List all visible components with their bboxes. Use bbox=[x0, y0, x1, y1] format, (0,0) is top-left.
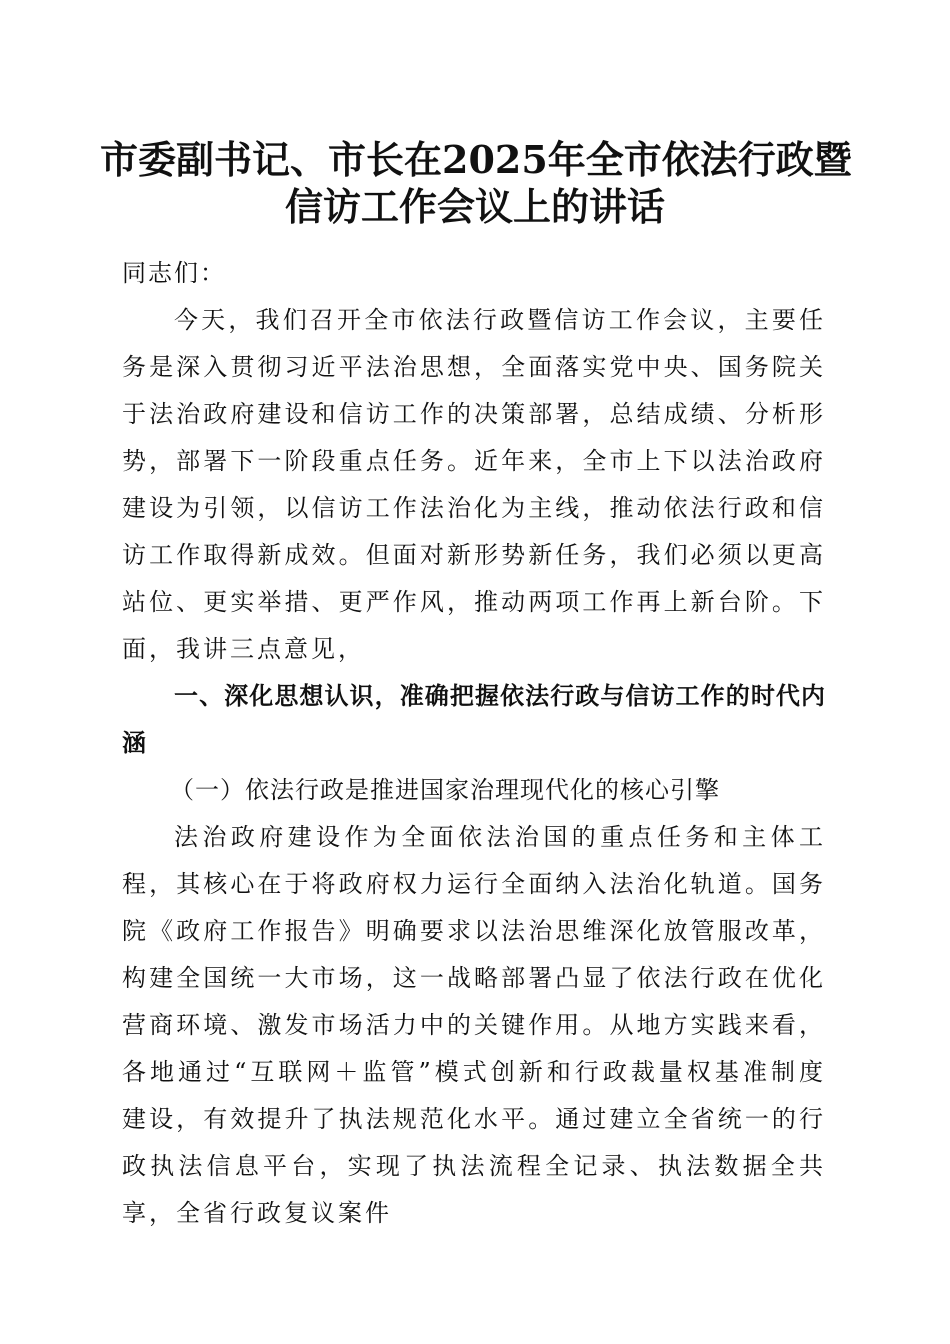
title-line-1: 市委副书记、市长在2025年全市依法行政暨 bbox=[100, 137, 852, 182]
document-body bbox=[122, 250, 826, 1237]
document-title bbox=[100, 136, 850, 230]
title-line-2: 信访工作会议上的讲话 bbox=[284, 184, 665, 229]
intro-paragraph: 今天，我们召开全市依法行政暨信访工作会议，主要任务是深入贯彻习近平法治思想，全面落实党中央、国务院关于法治政府建设和信访工作的决策部署，总结成绩、分析形势，部署下一阶段重点任务。近年来，全市上下以法治政府建设为引领，以信访工作法治化为主线，推动依法行政和信访工作取得新成效。但面对新形势新任务，我们必须以更高站位、更实举措、更严作风，推动两项工作再上新台阶。下面，我讲三点意见， bbox=[122, 306, 826, 663]
greeting: 同志们： bbox=[122, 259, 226, 287]
subsection-1-heading: （一）依法行政是推进国家治理现代化的核心引擎 bbox=[170, 776, 720, 804]
section-1-heading: 一、深化思想认识，准确把握依法行政与信访工作的时代内涵 bbox=[122, 682, 826, 757]
subsection-1-paragraph: 法治政府建设作为全面依法治国的重点任务和主体工程，其核心在于将政府权力运行全面纳入法治化轨道。国务院《政府工作报告》明确要求以法治思维深化放管服改革，构建全国统一大市场，这一战略部署凸显了依法行政在优化营商环境、激发市场活力中的关键作用。从地方实践来看，各地通过“互联网＋监管”模式创新和行政裁量权基准制度建设，有效提升了执法规范化水平。通过建立全省统一的行政执法信息平台，实现了执法流程全记录、执法数据全共享，全省行政复议案件 bbox=[122, 823, 826, 1227]
